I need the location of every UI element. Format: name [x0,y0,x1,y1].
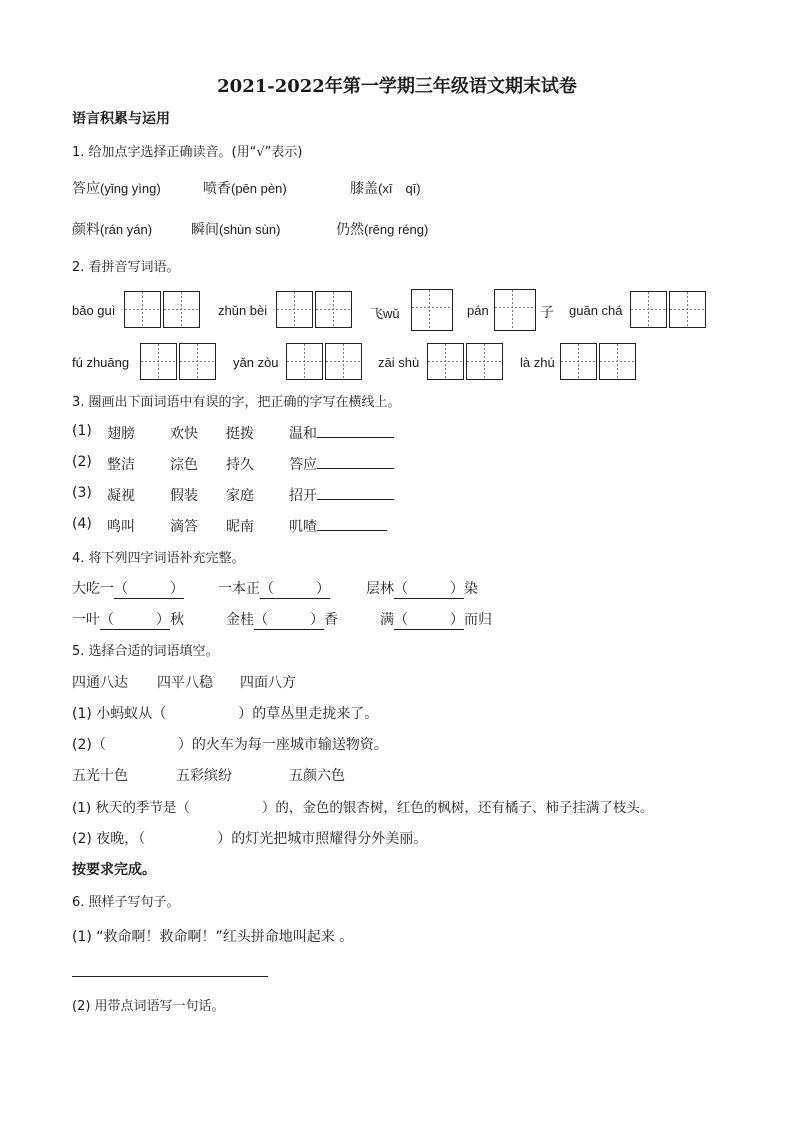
q3-word: 欢快 [170,426,198,442]
q5-prompt: 5. 选择合适的词语填空。 [72,644,219,659]
q6-sentence-1: (1) “救命啊！救命啊！”红头拼命地叫起来 。 [72,929,354,945]
q4-prompt: 4. 将下列四字词语补充完整。 [72,551,245,566]
writing-grid-box[interactable] [630,291,667,328]
answer-blank[interactable] [317,437,394,438]
writing-grid-box[interactable] [599,343,636,380]
q3-word: 翅膀 [107,426,135,442]
q1-prompt: 1. 给加点字选择正确读音。(用“√”表示) [72,145,303,160]
q3-row-number: (1) [72,423,92,439]
writing-grid-box[interactable] [140,343,177,380]
pinyin-label: guān chá [569,303,623,318]
writing-grid-box[interactable] [494,289,536,331]
writing-grid-box[interactable] [669,291,706,328]
writing-grid-box[interactable] [411,289,453,331]
pinyin-label: yǎn zòu [233,355,279,370]
answer-blank[interactable] [317,499,394,500]
idiom-blank[interactable]: 大吃一（ ） [72,578,184,599]
writing-grid-box[interactable] [560,343,597,380]
writing-grid-box[interactable] [163,291,200,328]
q3-word: 淙色 [170,457,198,473]
writing-grid-box[interactable] [427,343,464,380]
idiom-blank[interactable]: 一本正（ ） [218,578,330,599]
answer-blank[interactable] [317,468,394,469]
character-label: 子 [540,305,554,321]
q3-word: 家庭 [226,488,254,504]
word-choice: 五光十色 [72,768,128,784]
q3-row-number: (2) [72,454,92,470]
word-choice: 五彩缤纷 [176,768,232,784]
q3-word: 滴答 [170,519,198,535]
q3-row-number: (3) [72,485,92,501]
pinyin-label: pán [467,303,489,318]
q1-item: 瞬间(shùn sùn) [191,222,281,238]
q1-item: 颜料(rán yán) [72,222,153,238]
q3-word: 持久 [226,457,254,473]
writing-grid-box[interactable] [179,343,216,380]
writing-grid-box[interactable] [325,343,362,380]
q3-word: 凝视 [107,488,135,504]
q3-word: 假装 [170,488,198,504]
q3-word: 整洁 [107,457,135,473]
q1-item: 膝盖(xī qī) [350,181,421,197]
q3-word: 鸣叫 [107,519,135,535]
section-heading-1: 语言积累与运用 [72,111,170,127]
q3-word: 昵南 [226,519,254,535]
pinyin-label: zāi shù [378,355,420,370]
q1-item: 答应(yǐng yìng) [72,181,161,197]
fill-sentence[interactable]: (2)（ ）的火车为每一座城市输送物资。 [72,737,388,753]
writing-grid-box[interactable] [124,291,161,328]
pinyin-label: là zhú [520,355,555,370]
writing-grid-box[interactable] [466,343,503,380]
idiom-blank[interactable]: 满（ ）而归 [380,609,492,630]
q3-prompt: 3. 圈画出下面词语中有误的字，把正确的字写在横线上。 [72,395,401,410]
q3-row-number: (4) [72,516,92,532]
fill-sentence[interactable]: (1) 秋天的季节是（ ）的，金色的银杏树，红色的枫树，还有橘子、柿子挂满了枝头。 [72,800,654,816]
word-choice: 五颜六色 [289,768,345,784]
q3-word: 答应 [289,457,317,473]
writing-grid-box[interactable] [315,291,352,328]
answer-line[interactable] [72,976,268,977]
word-choice: 四通八达 [72,675,128,691]
pinyin-label: fú zhuāng [72,355,130,370]
q3-word: 叽喳 [289,519,317,535]
fill-sentence[interactable]: (1) 小蚂蚁从（ ）的草丛里走拢来了。 [72,706,379,722]
q1-item: 仍然(rēng réng) [336,222,429,238]
word-choice: 四平八稳 [157,675,213,691]
word-choice: 四面八方 [240,675,296,691]
pinyin-label: 飞wǔ [370,306,400,321]
q1-item: 喷香(pēn pèn) [203,181,287,197]
q2-prompt: 2. 看拼音写词语。 [72,260,180,275]
q6-sentence-2: (2) 用带点词语写一句话。 [72,999,225,1014]
q3-word: 挺拨 [226,426,254,442]
idiom-blank[interactable]: 一叶（ ）秋 [72,609,184,630]
fill-sentence[interactable]: (2) 夜晚，（ ）的灯光把城市照耀得分外美丽。 [72,831,428,847]
page-title: 2021-2022年第一学期三年级语文期末试卷 [217,76,577,97]
q3-word: 温和 [289,426,317,442]
pinyin-label: bǎo guì [72,303,116,318]
idiom-blank[interactable]: 层林（ ）染 [366,578,478,599]
pinyin-label: zhǔn bèi [218,303,268,318]
q6-prompt: 6. 照样子写句子。 [72,895,180,910]
writing-grid-box[interactable] [286,343,323,380]
writing-grid-box[interactable] [276,291,313,328]
q3-word: 招开 [289,488,317,504]
idiom-blank[interactable]: 金桂（ ）香 [226,609,338,630]
answer-blank[interactable] [317,530,387,531]
section-heading-2: 按要求完成。 [72,862,156,878]
